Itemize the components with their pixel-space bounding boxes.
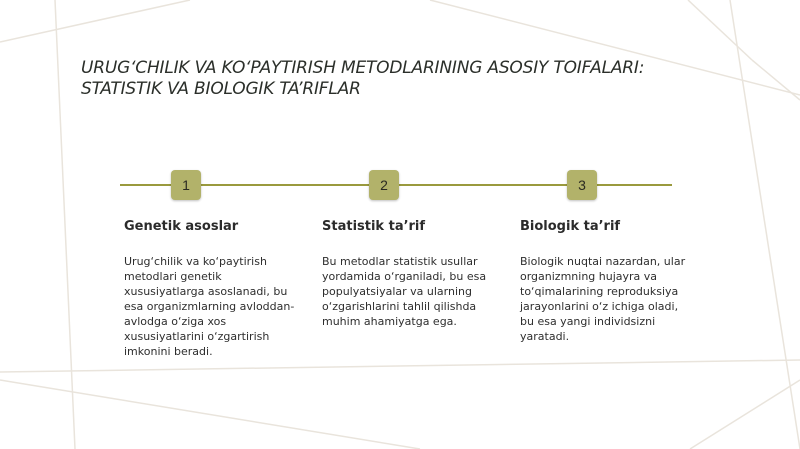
step-heading-1: Genetik asoslar: [124, 219, 239, 234]
step-column-3: [520, 218, 692, 344]
step-body-1: Urug‘chilik va ko‘paytirish metodlari genetik xususiyatlarga asoslanadi, bu esa organizmlarning avloddan-avlodga o‘ziga xos xususiyatlarini o‘zgartirish imkonini beradi.: [124, 255, 295, 358]
step-body-3: Biologik nuqtai nazardan, ular organizmning hujayra va to‘qimalarining reproduksiya jarayonlarini o‘z ichiga oladi, bu esa yangi individsizni yaratadi.: [520, 255, 686, 343]
step-heading-2: Statistik ta’rif: [322, 219, 426, 234]
slide-title: [81, 58, 721, 100]
step-marker-2: 2: [369, 170, 399, 200]
step-heading-3: Biologik ta’rif: [520, 219, 621, 234]
slide-title-line-1: URUG‘CHILIK VA KO‘PAYTIRISH METODLARINING ASOSIY TOIFALARI:: [81, 58, 645, 78]
step-column-1: [124, 218, 296, 359]
step-marker-3: 3: [567, 170, 597, 200]
step-column-2: [322, 218, 494, 329]
step-marker-1: 1: [171, 170, 201, 200]
slide-title-line-2: STATISTIK VA BIOLOGIK TA’RIFLAR: [81, 79, 361, 99]
step-body-2: Bu metodlar statistik usullar yordamida o‘rganiladi, bu esa populyatsiyalar va ularning o‘zgarishlarini tahlil qilishda muhim ahamiyatga ega.: [322, 255, 487, 328]
